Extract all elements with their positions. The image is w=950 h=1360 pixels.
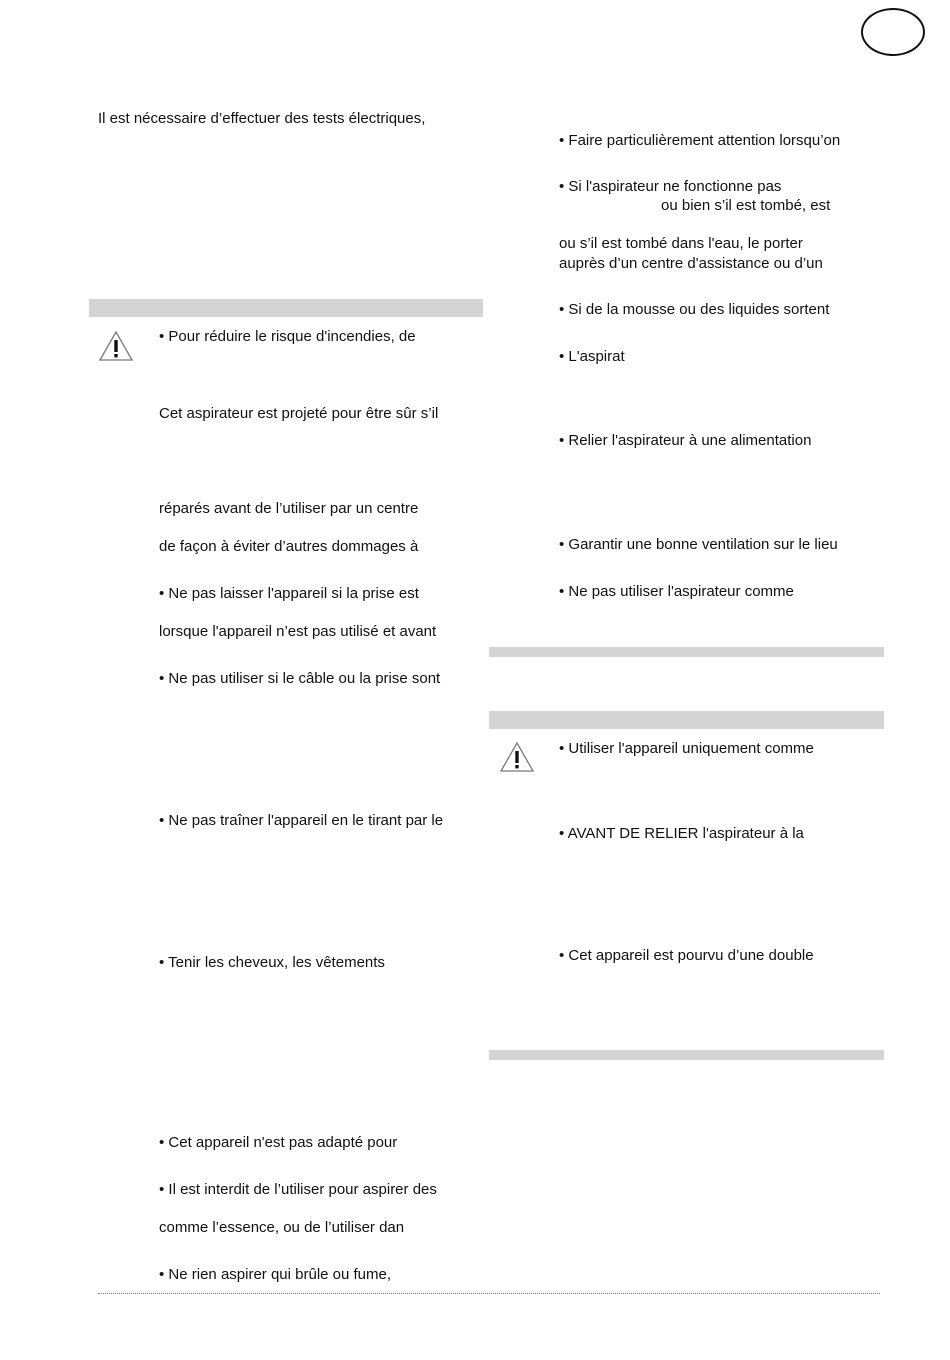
safety-item: • Il est interdit de l’utiliser pour aspirer des — [159, 1181, 437, 1198]
section-divider-bar — [489, 647, 884, 657]
section-divider-bar — [489, 1050, 884, 1060]
safety-item: lorsque l'appareil n’est pas utilisé et avant — [159, 623, 437, 640]
safety-item: • Cet appareil est pourvu d’une double — [559, 947, 814, 964]
safety-item: • L'aspirat — [559, 348, 625, 365]
safety-item: • AVANT DE RELIER l'aspirateur à la — [559, 825, 804, 842]
language-badge — [861, 8, 925, 56]
safety-paragraph: auprès d’un centre d'assistance ou d’un — [559, 255, 823, 272]
safety-item: • Si de la mousse ou des liquides sortent — [559, 301, 830, 318]
safety-item: • Pour réduire le risque d'incendies, de — [159, 328, 416, 345]
section-header-bar — [489, 711, 884, 729]
warning-triangle-icon — [499, 741, 535, 773]
section-header-bar — [89, 299, 483, 317]
safety-item: • Ne pas utiliser l'aspirateur comme — [559, 583, 794, 600]
safety-item: • Garantir une bonne ventilation sur le lieu — [559, 536, 838, 553]
safety-paragraph: réparés avant de l’utiliser par un centre — [159, 500, 419, 517]
safety-item: • Ne pas utiliser si le câble ou la prise sont — [159, 670, 441, 687]
safety-paragraph: ou s’il est tombé dans l'eau, le porter — [559, 235, 803, 252]
intro-text: Il est nécessaire d’effectuer des tests électriques, — [98, 110, 426, 127]
footer-rule — [98, 1293, 880, 1294]
safety-item: • Si l'aspirateur ne fonctionne pas — [559, 178, 782, 195]
safety-paragraph: de façon à éviter d’autres dommages à — [159, 538, 419, 555]
safety-item: • Faire particulièrement attention lorsqu’on — [559, 132, 841, 149]
safety-item: • Cet appareil n'est pas adapté pour — [159, 1134, 398, 1151]
safety-paragraph: Cet aspirateur est projeté pour être sûr s’il — [159, 405, 439, 422]
safety-item: • Ne rien aspirer qui brûle ou fume, — [159, 1266, 392, 1283]
safety-item: ou bien s’il est tombé, est — [661, 197, 831, 214]
warning-triangle-icon — [98, 330, 134, 362]
safety-item: • Relier l'aspirateur à une alimentation — [559, 432, 812, 449]
safety-item: • Ne pas traîner l'appareil en le tirant par le — [159, 812, 444, 829]
safety-item: • Utiliser l'appareil uniquement comme — [559, 740, 814, 757]
safety-item: comme l’essence, ou de l’utiliser dan — [159, 1219, 405, 1236]
safety-item: • Ne pas laisser l'appareil si la prise est — [159, 585, 419, 602]
safety-item: • Tenir les cheveux, les vêtements — [159, 954, 385, 971]
